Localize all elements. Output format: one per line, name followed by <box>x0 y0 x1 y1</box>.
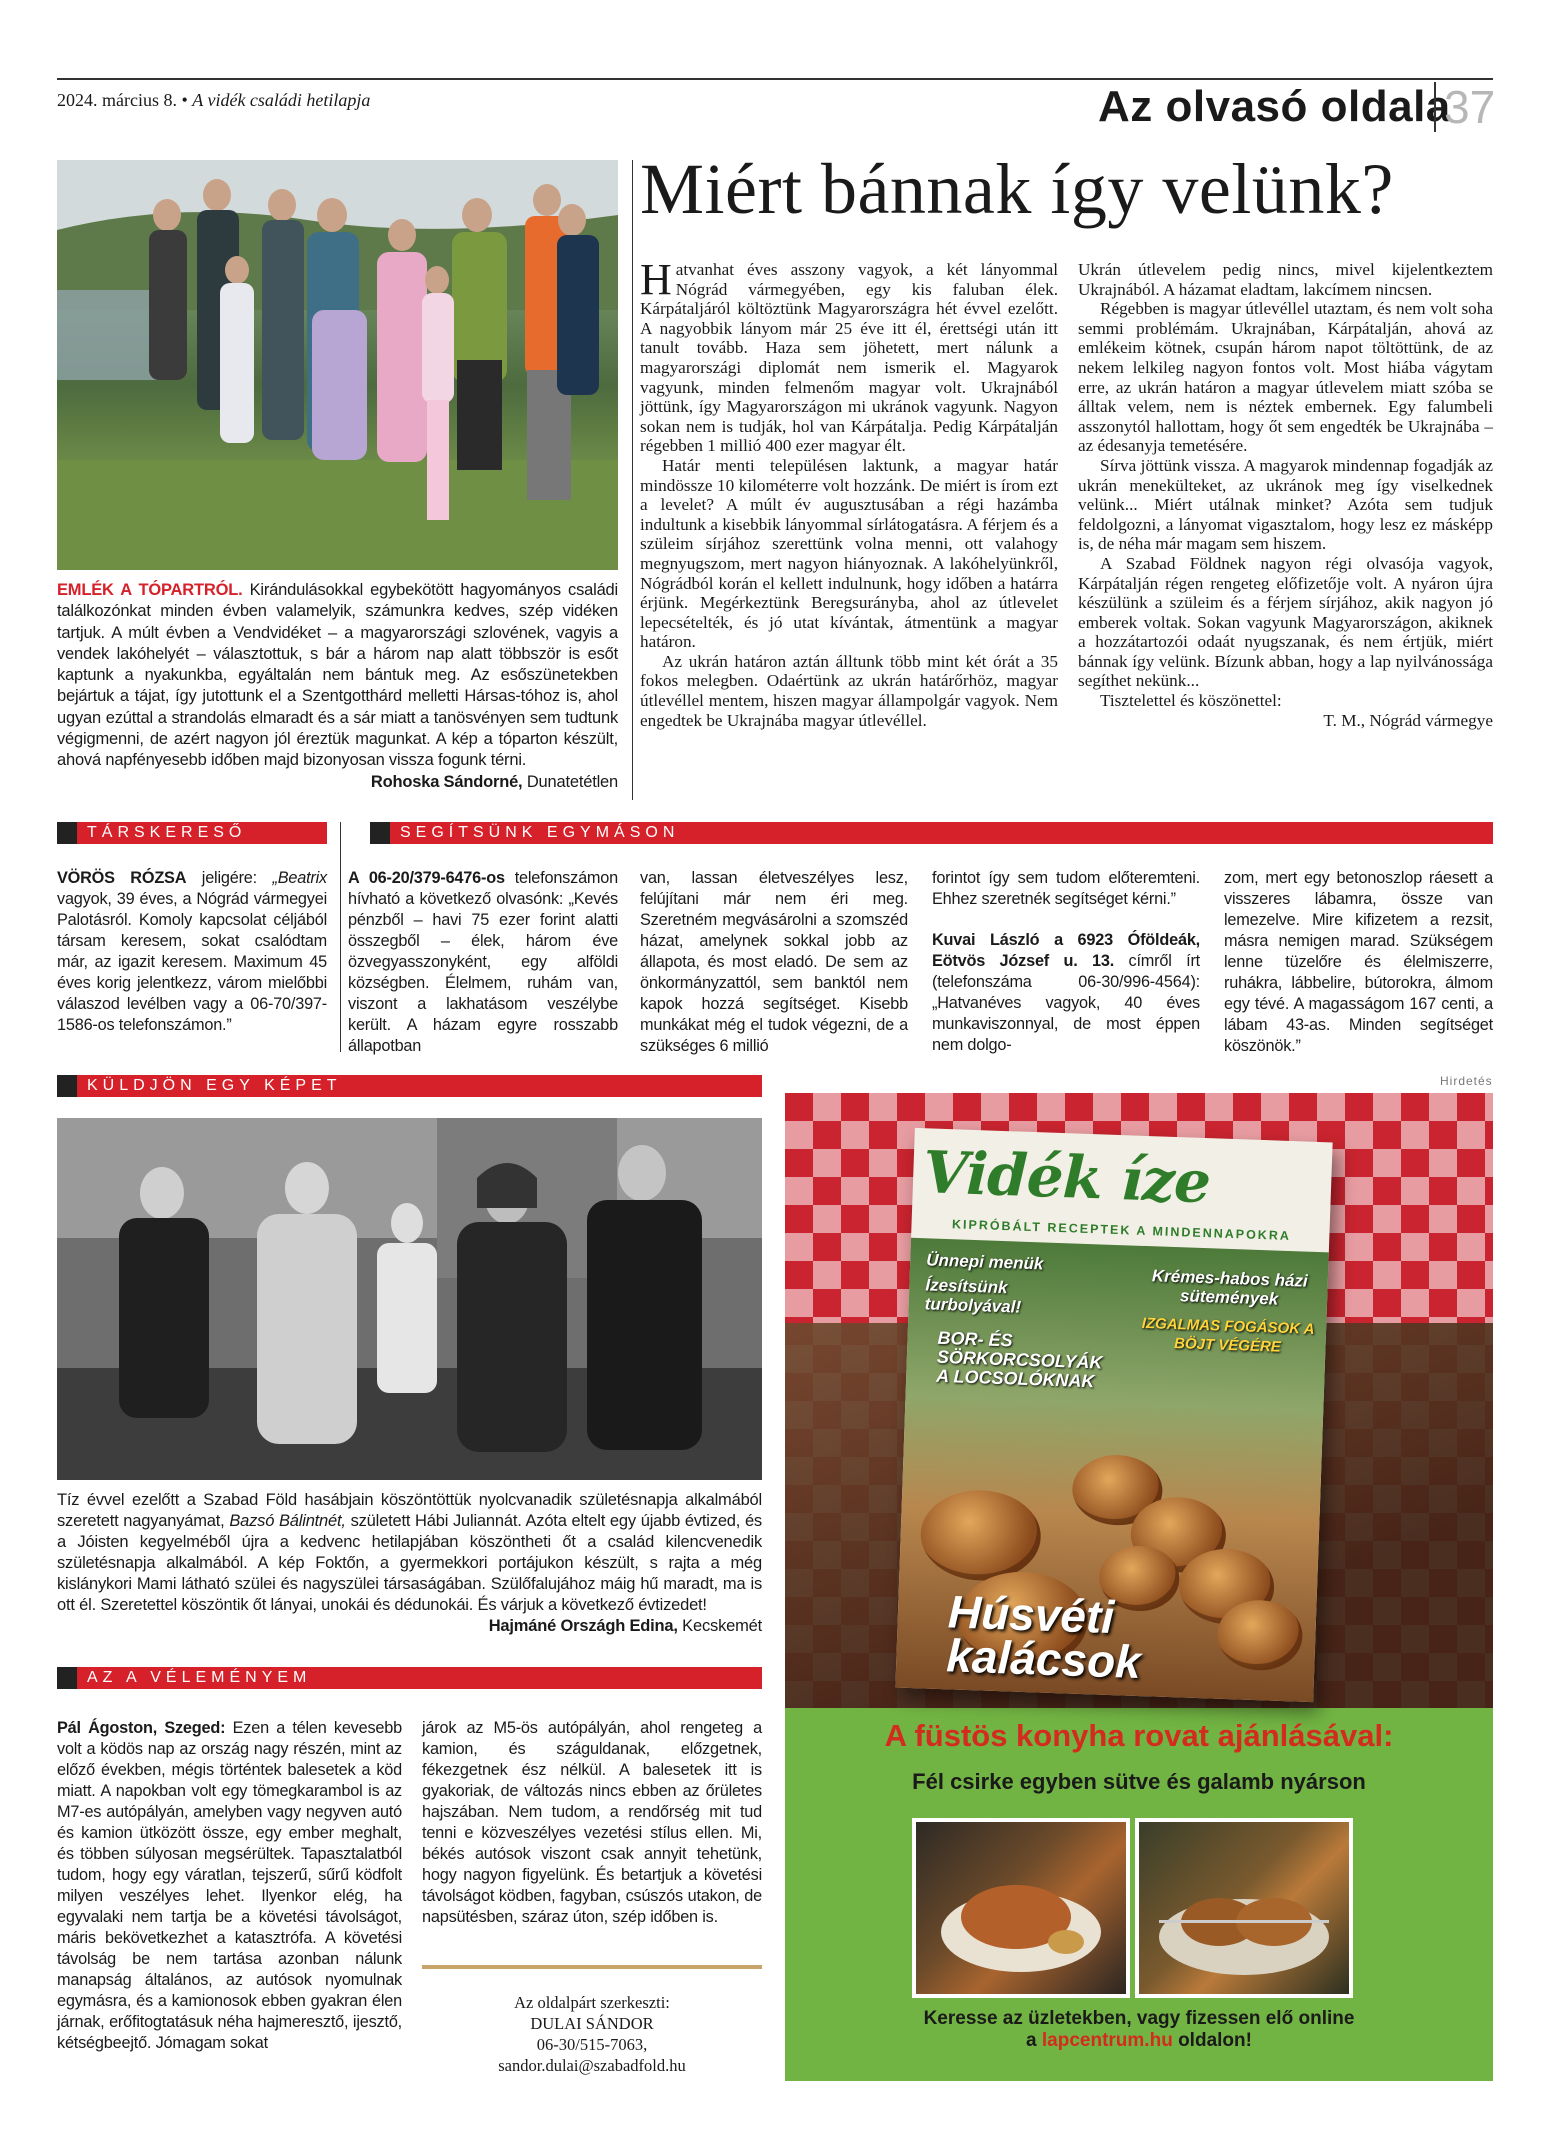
editor-email[interactable]: sandor.dulai@szabadfold.hu <box>498 2056 686 2075</box>
article-column-1 <box>640 255 1058 730</box>
section-bar-kuldjon: KÜLDJÖN EGY KÉPET <box>57 1075 762 1097</box>
help-column-3 <box>932 868 1200 1056</box>
photo-caption-lakeside <box>57 580 618 793</box>
ad-food-photo <box>912 1818 1130 1998</box>
signature-name: Hajmáné Országh Edina, <box>488 1617 678 1635</box>
signature-place: Kecskemét <box>677 1617 762 1635</box>
ad-label: Hirdetés <box>1440 1074 1493 1088</box>
article-column-2 <box>1078 260 1493 730</box>
ad-website-link[interactable]: lapcentrum.hu <box>1041 2030 1173 2051</box>
opinion-text: járok az M5-ös autópályán, ahol rengeteg a kamion, és száguldanak, előzgetnek, fékezgetnek ész nélkül. A balesetek itt is gyakoriak, de változás nincs ebben az őrületes hajszában. Nem tudom, a rendőrség mit tud tenni e közveszélyes vezetési stílus ellen. Mi, békés autósok viszont csak annyit tehetünk, hogy nagyon figyelünk. És betartjuk a követési távolságot ködben, fagyban, csúszós utakon, de napsütésben, száraz úton, szép időben is. <box>422 1719 762 1926</box>
jelige: „Beatrix <box>272 869 327 887</box>
ad-headline: A füstös konyha rovat ajánlásával: <box>884 1718 1394 1753</box>
help-text: telefonszámon hívható a következő olvasónk: „Kevés pénzből – havi 75 ezer forint alatti összegből – élek, három éve özvegyasszonyként, egy alföldi községben. Élelmem, ruhám van, viszont a lakhatásom veszélybe került. A házam egyre rosszabb állapotban <box>348 869 618 1055</box>
help-text: címről írt (telefonszáma 06-30/996-4564): „Hatvanéves vagyok, 40 éves munkaviszonnyal, de most éppen nem dolgo- <box>932 952 1200 1054</box>
magazine-title: Vidék íze <box>922 1138 1212 1217</box>
magazine-subtitle: KIPRÓBÁLT RECEPTEK A MINDENNAPOKRA <box>951 1217 1292 1244</box>
advertisement[interactable] <box>785 1093 1493 2081</box>
help-text: van, lassan életveszélyes lesz, felújítani már nem éri meg. Szeretném megvásárolni a szomszéd házat, amelynek sokkal jobb az állapota, és most eladó. De sem az önkormányzattól, sem banktól nem kapok hozzá segítséget. Kisebb munkákat még el tudok végezni, de a szükséges 6 millió <box>640 869 908 1055</box>
issue-date: 2024. március 8. <box>57 90 177 110</box>
header-rule <box>57 78 1493 80</box>
help-name-address: Kuvai László a 6923 Óföldeák, Eötvös József u. 13. <box>932 931 1200 970</box>
caption-text: Tíz évvel ezelőtt a Szabad Föld hasábjain köszöntöttük nyolcvanadik születésnapja alkalmából szeretett nagyanyámat, <box>57 1491 762 1530</box>
opinion-text: Ezen a télen kevesebb volt a ködös nap az ország nagy részén, mint az előző években, mégis történtek balesetek a köd miatt. A napokban volt egy tömegkarambol is az M7-es autópályán, amelyben vagy negyven autó és kamion ütközött össze, egy ember meghalt, és többen súlyosan megsérültek. Tapasztalatból tudom, hogy egy váratlan, tejszerű, sűrű ködfolt milyen veszélyes lehet. Ilyenkor elég, ha egyvalaki nem tartja be a követési távolságot, máris bekövetkezhet a katasztrófa. A követési távolság be nem tartása azonban nálunk manapság általános, az autósok nyomulnak egymásra, és a kamionosok ebben gyakran élen járnak, erőfitogtatásuk néha hajmeresztő, ijesztő, kétségbeejtő. Jómagam sokat <box>57 1719 402 2052</box>
article-paragraph: Az ukrán határon aztán álltunk több mint két órát a 35 fokos melegben. Odaértünk az ukrán határőrhöz, magyar útlevéllel mentem, hiszen magyar állampolgár vagyok. Nem engedtek be Ukrajnába magyar útlevéllel. <box>640 651 1058 730</box>
honoree-name: Bazsó Bálintnét, <box>229 1512 346 1530</box>
help-column-1 <box>348 868 618 1057</box>
editor-label: Az oldalpárt szerkeszti: <box>514 1993 670 2012</box>
help-text: zom, mert egy betonoszlop ráesett a visszeres lábamra, össze van lemezelve. Mire kifizetem a rezsit, másra nemigen marad. Szükségem lenne tüzelőre és élelmiszerre, ruhákra, lábbelire, bútorokra, álmom egy tévé. A magasságom 167 centi, a lábam 43-as. Minden segítséget köszönök.” <box>1224 869 1493 1055</box>
section-bar-velemeny: AZ A VÉLEMÉNYEM <box>57 1667 762 1689</box>
caption-text: született Hábi Juliannát. Azóta eltelt egy újabb évtized, és a Jóisten kegyelméből újra a kedvenc hetilapjában köszöntheti őt a család kilencvenedik születésnapja alkalmából. A kép Foktőn, a gyermekkori portájukon készült, s rajta a még kislánykori Mami látható szülei és nagyszülei társaságában. Szülőfalujához máig hű maradt, ma is ott él. Szeretettel köszöntik őt lányai, unokái és dédunokái. És várjuk a következő évtizedet! <box>57 1512 762 1614</box>
jelige-label: jeligére: <box>186 869 273 887</box>
section-title: Az olvasó oldala <box>1098 82 1451 131</box>
article-paragraph: Régebben is magyar útlevéllel utaztam, és nem volt soha semmi problémám. Ukrajnában, Kárpátalján, ahová az emlékeim kötnek, csupán három napot töltöttünk, de az nekem lelkileg nagyon fontos volt. Most hiába vágytam erre, az ukrán határon a magyar útlevelem miatt szóba se álltak velem, nem is néztek embernek. Egy falumbeli asszonytól hallottam, hogy őt sem engedték be Ukrajnába – az édesanyja temetésére. <box>1078 299 1493 456</box>
personal-ad <box>57 868 327 1036</box>
caption-lead: EMLÉK A TÓPARTRÓL. <box>57 581 243 599</box>
article-paragraph: atvanhat éves asszony vagyok, a két lányommal Nógrád vármegyében, egy kis faluban élek. Kárpátaljáról költöztünk Magyarországra hét évvel ezelőtt. A nagyobbik lányom már 25 éve itt él, érettségi után itt tanult tovább. Haza sem jöhetett, mert nálunk a magyarországi diplomát nem ismerik el. Magyarok vagyunk, minden felmenőm magyar volt. Ukrajnából jöttünk, így Magyarországon mi ukránok vagyunk. Nagyon sokan nem is tudják, hol van Kárpátalja. Pedig Kárpátalján régebben 1 millió 400 ezer magyar élt. <box>640 260 1058 456</box>
cover-headline: Húsvéti kalácsok <box>945 1585 1142 1689</box>
section-bar-tarskereso: TÁRSKERESŐ <box>57 822 327 844</box>
personal-ad-name: VÖRÖS RÓZSA <box>57 869 187 887</box>
ad-cta-text: a <box>1026 2030 1042 2051</box>
photo-caption-vintage <box>57 1490 762 1637</box>
opinion-column-1 <box>57 1718 402 2054</box>
family-photo-illustration <box>57 160 618 570</box>
ad-cta-text: oldalon! <box>1172 2030 1252 2051</box>
article-paragraph: Határ menti településen laktunk, a magyar határ mindössze 10 kilométerre volt hozzánk. De miért is írom ezt a levelet? A múlt év augusztusában a régi hazámba indultunk a kisebbik lányommal sírlátogatásra. A férjem és a szüleim sírjához szerettünk volna menni, ott valahogy megnyugszom, mert nagyon hiányoznak. A lakóhelyünkről, Nógrádból korán el kellett indulnunk, hogy időben a határra érjünk. Megérkeztünk Beregsurányba, ahol az útlevelet lepecsételték, és jó utat kívántak, átmentünk a magyar határon. <box>640 455 1058 652</box>
personal-ad-text: vagyok, 39 éves, a Nógrád vármegyei Palotásról. Komoly kapcsolat céljából társam keresem, sokat csalódtam már, az igazit keresem. Maximum 45 éves korig jelentkezz, várom mielőbbi válaszod levélben vagy a 06-70/397-1586-os telefonszámon.” <box>57 890 327 1034</box>
publication-tagline: A vidék családi hetilapja <box>192 90 371 110</box>
magazine-cover <box>895 1128 1332 1702</box>
ad-food-photo <box>1135 1818 1353 1998</box>
column-divider <box>340 822 341 1052</box>
ad-subheadline: Fél csirke egyben sütve és galamb nyárson <box>912 1769 1366 1794</box>
dropcap: H <box>640 255 672 304</box>
article-signature: T. M., Nógrád vármegye <box>1323 710 1493 730</box>
cover-tag: Ízesítsünk turbolyával! <box>924 1275 1022 1317</box>
help-column-4 <box>1224 868 1493 1057</box>
editor-box <box>422 1992 762 2076</box>
bullet: • <box>181 90 188 110</box>
roast-chicken-illustration <box>916 1822 1126 1994</box>
cover-tag: IZGALMAS FOGÁSOK A BÖJT VÉGÉRE <box>1141 1314 1315 1356</box>
vintage-family-photo <box>57 1118 762 1480</box>
help-phone: A 06-20/379-6476-os <box>348 869 505 887</box>
skewered-pigeon-illustration <box>1139 1822 1349 1994</box>
page-number: 37 <box>1444 81 1496 133</box>
editor-rule <box>422 1965 762 1969</box>
ad-cta-line-1: Keresse az üzletekben, vagy fizessen elő online <box>923 2008 1355 2029</box>
cover-tag: Ünnepi menük <box>925 1250 1044 1274</box>
article-paragraph: Sírva jöttünk vissza. A magyarok mindennap fogadják az ukrán menekülteket, az ukránok meg így viselkednek velünk... Miért utálnak minket? Azóta sem tudjuk feldolgozni, a lányomat vigasztalom, hogy lesz ez másképp is, de néha már magam sem hiszem. <box>1078 455 1493 554</box>
family-lakeside-photo <box>57 160 618 570</box>
section-bar-segitsunk: SEGÍTSÜNK EGYMÁSON <box>370 822 1493 844</box>
help-text: forintot így sem tudom előteremteni. Ehhez szeretnék segítséget kérni.” <box>932 869 1200 908</box>
opinion-author: Pál Ágoston, Szeged: <box>57 1719 226 1737</box>
caption-text: Kirándulásokkal egybekötött hagyományos családi találkozónkat minden évben valamelyik, számunkra kedves, szép vidéken tartjuk. A múlt évben a Vendvidéket – a magyarországi szlovének, vagyis a vendek lakóhelyét – választottuk, s bár a három nap alatt többször is esőt kaptunk a nyakunkba, egyáltalán nem bántuk meg. Az esőszünetekben bejártuk a tájat, így jutottunk el a Szentgotthárd melletti Hársas-tóhoz is, ahol ugyan ezúttal a strandolás elmaradt és a sár miatt a tanösvényen sem tudtunk végigmenni, de azért nagyon jól éreztük magunkat. A kép a tóparton készült, ahová napfényesebb időben majd bizonyosan vissza fogunk térni. <box>57 581 619 770</box>
signature-name: Rohoska Sándorné, <box>370 772 523 791</box>
ad-call-to-action <box>785 2008 1493 2052</box>
article-divider <box>632 160 633 800</box>
signature-place: Dunatetétlen <box>522 772 618 791</box>
help-column-2 <box>640 868 908 1057</box>
header-date-line <box>57 90 370 111</box>
article-paragraph: A Szabad Földnek nagyon régi olvasója vagyok, Kárpátalján régen rengeteg előfizetője volt. A nyáron újra készülünk a szüleim és a férjem sírjához, akik nagyon jó emberek voltak. Sokan vagyunk Magyarországon, akiknek a hozzátartozói odaát nyugszanak, és nem értjük, miért bánnak így velünk. Bízunk abban, hogy a lap nyilvánossága segíthet nekünk... <box>1078 553 1493 691</box>
cover-tag: BOR- ÉS SÖRKORCSOLYÁK A LOCSOLÓKNAK <box>935 1327 1103 1392</box>
vintage-photo-illustration <box>57 1118 762 1480</box>
article-title: Miért bánnak így velünk? <box>640 149 1394 229</box>
opinion-column-2 <box>422 1718 762 1928</box>
article-paragraph: Ukrán útlevelem pedig nincs, mivel kijelentkeztem Ukrajnából. A házamat eladtam, lakcímem nincsen. <box>1078 260 1493 299</box>
editor-name: DULAI SÁNDOR <box>530 2014 654 2033</box>
article-closing: Tisztelettel és köszönettel: <box>1100 691 1282 711</box>
editor-phone: 06-30/515-7063, <box>536 2035 648 2054</box>
cover-tag: Krémes-habos házi sütemények <box>1151 1266 1309 1309</box>
